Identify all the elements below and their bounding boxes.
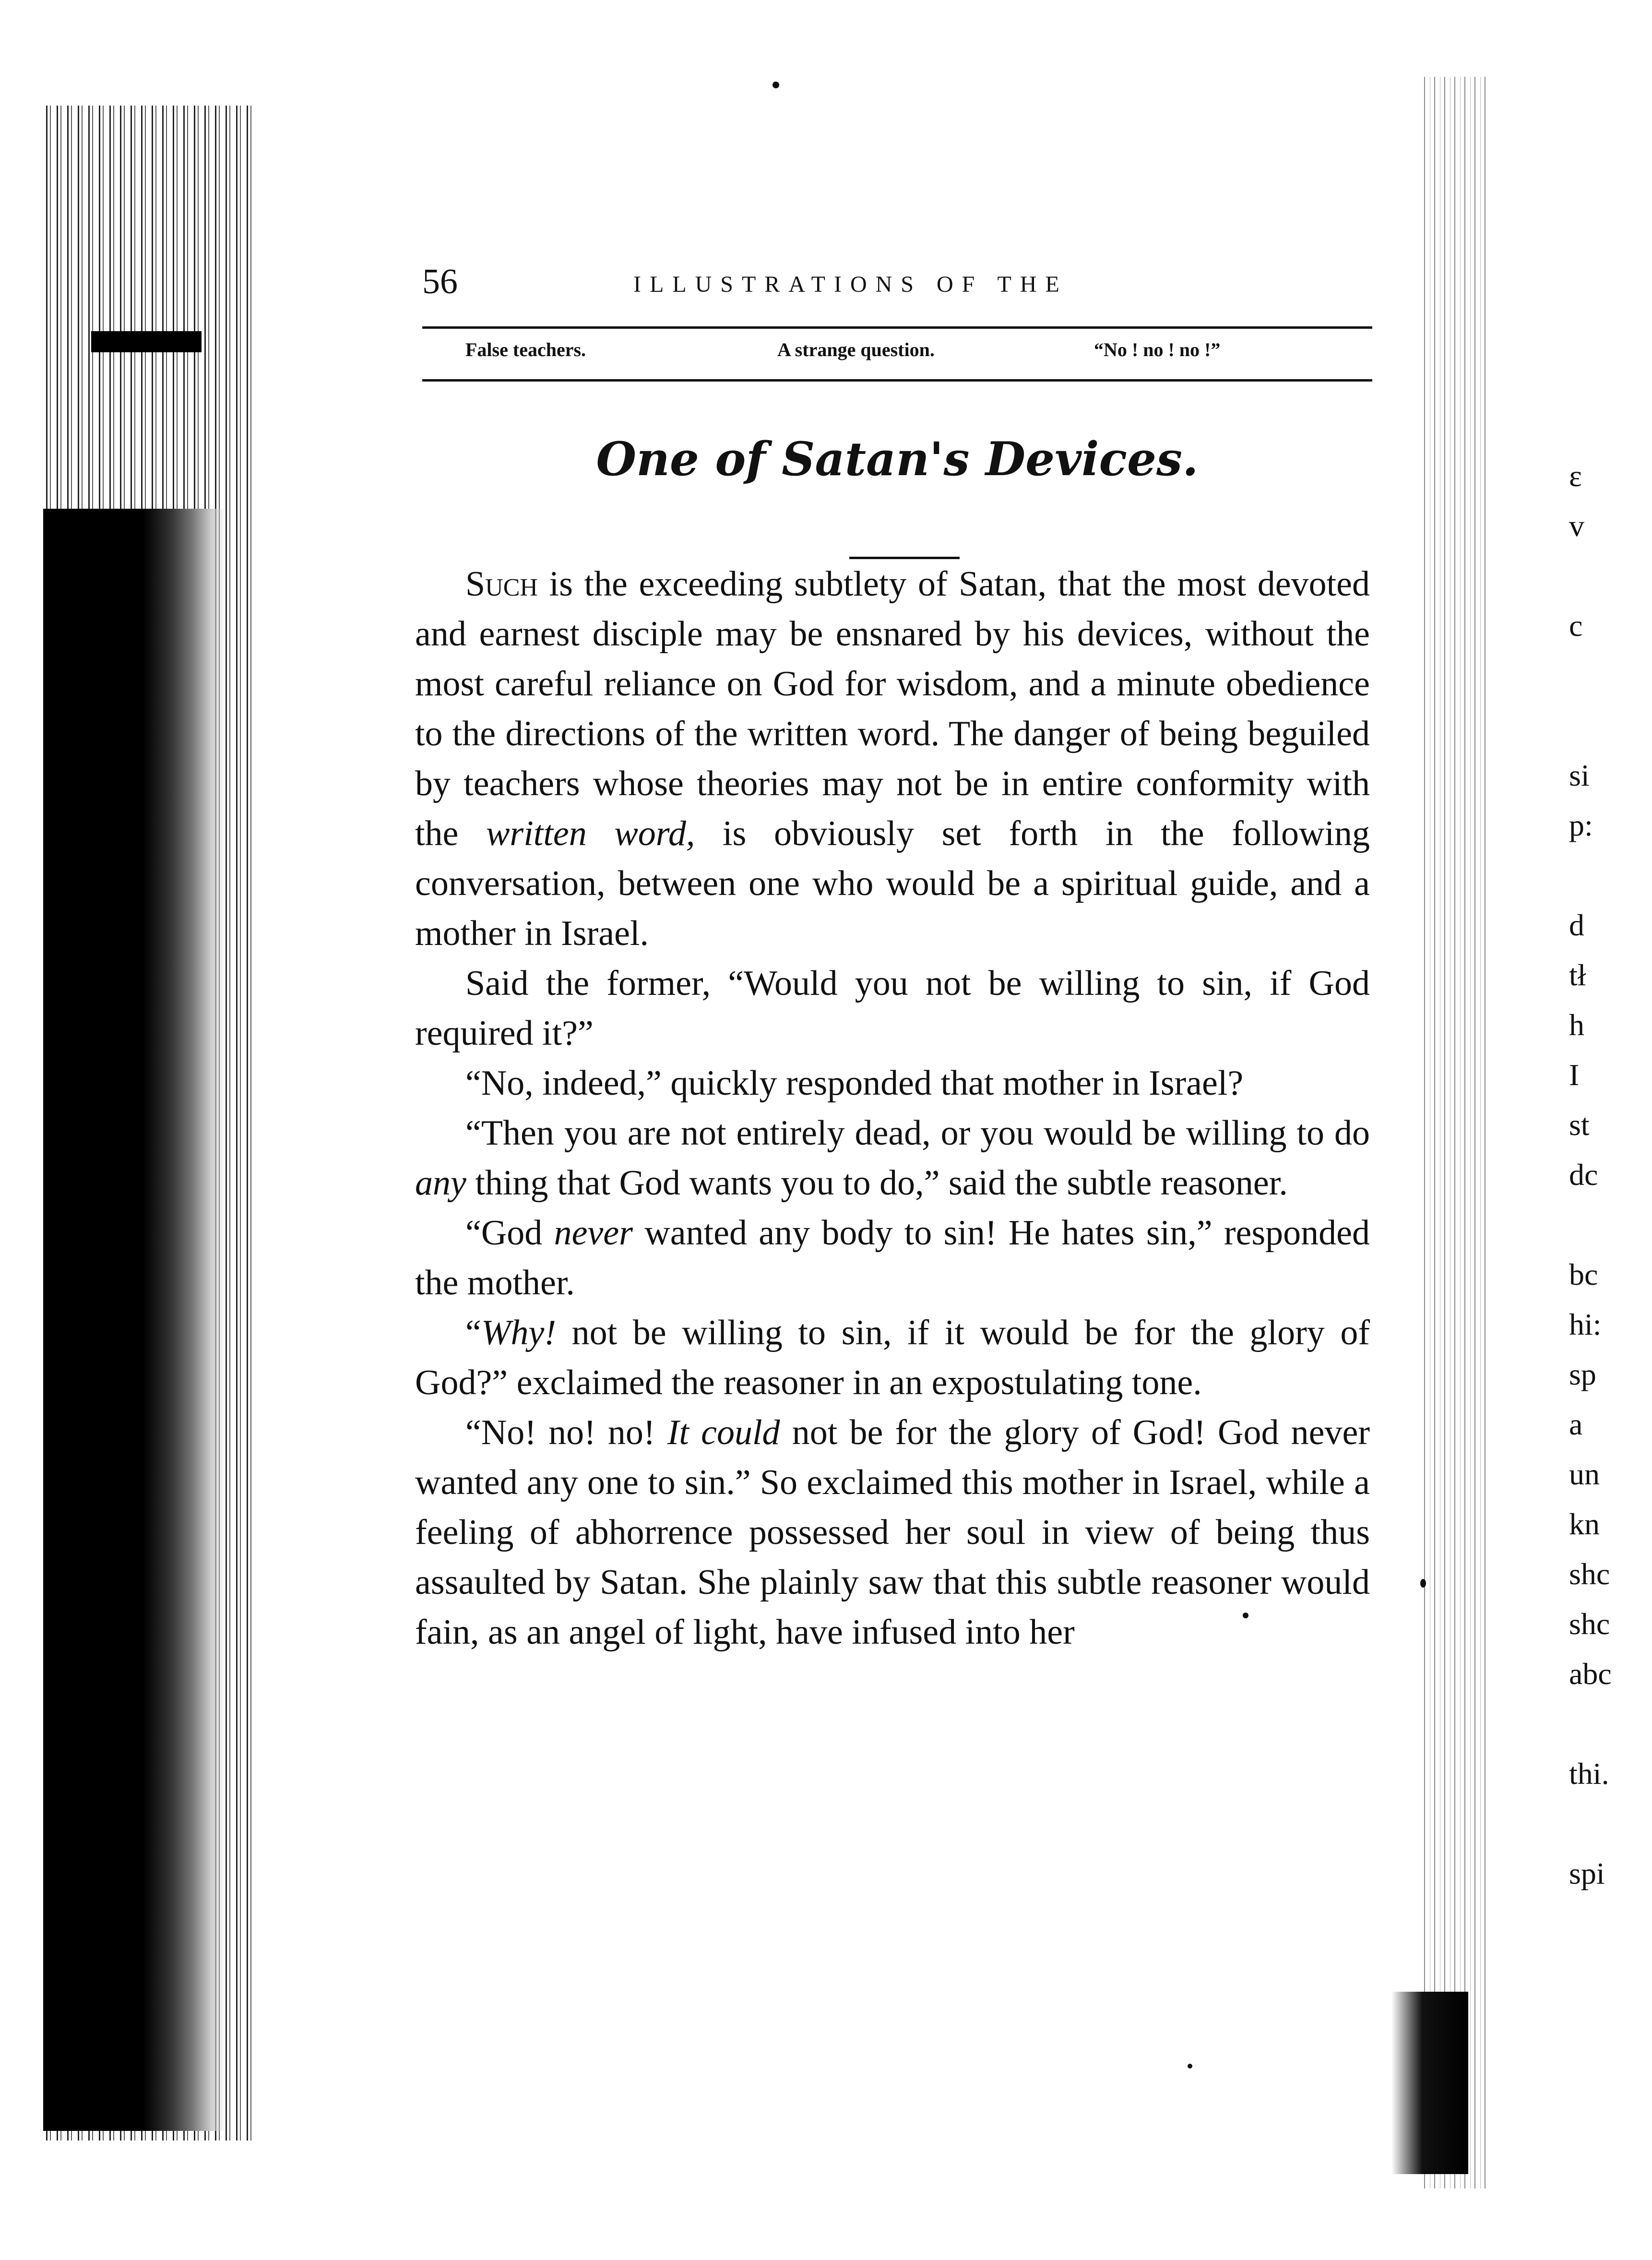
facing-fragment	[1569, 850, 1646, 900]
emphasis: Why!	[481, 1313, 556, 1352]
paragraph	[415, 1058, 1370, 1108]
emphasis: written word,	[486, 814, 695, 853]
facing-fragment: I	[1569, 1058, 1580, 1092]
facing-fragment: dc	[1569, 1158, 1598, 1192]
facing-fragment: shc	[1569, 1557, 1610, 1591]
text-run: “No! no! no!	[465, 1413, 667, 1452]
facing-fragment: p:	[1569, 808, 1593, 842]
facing-fragment	[1569, 651, 1646, 701]
text-run: “	[465, 1313, 481, 1352]
chapter-title: One of Satan's Devices.	[596, 432, 1199, 486]
paragraph	[415, 559, 1370, 958]
scan-mark-left	[91, 331, 202, 352]
facing-page-fragments	[1569, 451, 1646, 1899]
facing-fragment	[1569, 1200, 1646, 1250]
facing-fragment	[1569, 551, 1646, 601]
facing-fragment: sp	[1569, 1357, 1596, 1391]
scan-gutter-right	[1420, 77, 1487, 2188]
text-run: not be willing to sin, if it would be for the glory of God?” exclaimed the reasoner in an expostulating tone.	[415, 1313, 1370, 1402]
facing-fragment: bc	[1569, 1257, 1598, 1291]
facing-fragment: si	[1569, 758, 1590, 792]
scan-speck	[773, 82, 779, 88]
lead-word: Such	[465, 564, 538, 604]
emphasis: never	[554, 1213, 633, 1253]
facing-fragment	[1569, 1799, 1646, 1849]
paragraph	[415, 1308, 1370, 1408]
scan-dark-edge-left	[43, 509, 226, 2131]
facing-fragment: thi.	[1569, 1757, 1609, 1791]
facing-fragment: c	[1569, 609, 1583, 643]
running-head: ILLUSTRATIONS OF THE	[633, 272, 1068, 297]
topic-strange-question: A strange question.	[777, 339, 935, 360]
emphasis: any	[415, 1163, 466, 1203]
text-run: wanted any body to sin! He hates sin,” responded the mother.	[415, 1213, 1370, 1303]
page-number: 56	[422, 262, 458, 301]
scan-dark-edge-right	[1391, 1992, 1468, 2174]
text-run: is the exceeding subtlety of Satan, that the most devoted and earnest disciple may be ensnared by his devices, without the most careful reliance on God for wisdom, and a minute obedience to the directions of the written word. The danger of being beguiled by teachers whose theories may not be in entire conformity with the	[415, 564, 1370, 853]
facing-fragment: st	[1569, 1108, 1590, 1142]
paragraph	[415, 1208, 1370, 1308]
body-text	[415, 559, 1370, 1657]
facing-fragment	[1569, 1699, 1646, 1749]
facing-fragment: v	[1569, 509, 1584, 543]
facing-fragment: ε	[1569, 459, 1582, 493]
facing-fragment: un	[1569, 1457, 1600, 1491]
paragraph	[415, 1408, 1370, 1657]
paragraph	[415, 958, 1370, 1058]
topic-false-teachers: False teachers.	[465, 339, 586, 360]
topic-no-no-no: “No ! no ! no !”	[1094, 339, 1221, 360]
text-run: not be for the glory of God! God never wanted any one to sin.” So exclaimed this mother in Israel, while a feeling of abhorrence possessed her soul in view of being thus assaulted by Satan. She plainly saw that this subtle reasoner would fain, as an angel of light, have infused into her	[415, 1413, 1370, 1652]
facing-fragment	[1569, 701, 1646, 751]
facing-fragment: abc	[1569, 1657, 1612, 1691]
topic-line	[422, 338, 1372, 367]
header-rule-top	[422, 326, 1372, 329]
header-rule-bottom	[422, 379, 1372, 382]
paragraph	[415, 1108, 1370, 1208]
text-run: “No, indeed,” quickly responded that mother in Israel?	[465, 1064, 1244, 1103]
scan-speck	[1420, 1579, 1426, 1588]
text-run: Said the former, “Would you not be willing to sin, if God required it?”	[415, 964, 1370, 1053]
text-run: “Then you are not entirely dead, or you would be willing to do	[465, 1113, 1370, 1153]
facing-fragment: shc	[1569, 1607, 1610, 1641]
facing-fragment: tł	[1569, 958, 1586, 992]
scan-speck	[1188, 2064, 1192, 2069]
facing-fragment: h	[1569, 1008, 1584, 1042]
text-run: thing that God wants you to do,” said the subtle reasoner.	[466, 1163, 1288, 1203]
facing-fragment: kn	[1569, 1507, 1600, 1541]
text-run: “God	[465, 1213, 554, 1253]
text-run: is obviously set forth in the following conversation, between one who would be a spiritual guide, and a mother in Israel.	[415, 814, 1370, 953]
facing-fragment: d	[1569, 908, 1584, 942]
emphasis: It could	[667, 1413, 780, 1452]
facing-fragment: spi	[1569, 1856, 1605, 1890]
facing-fragment: a	[1569, 1407, 1583, 1441]
facing-fragment: hi:	[1569, 1307, 1602, 1341]
